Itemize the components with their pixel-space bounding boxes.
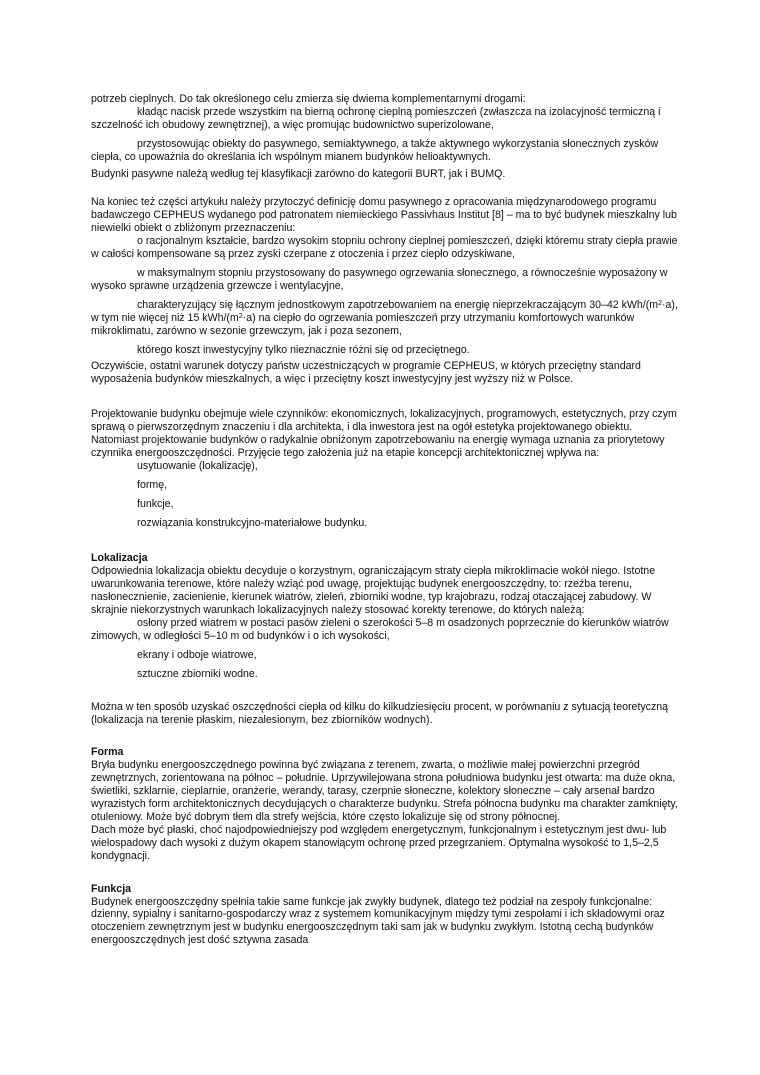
form-paragraph-1: Bryła budynku energooszczędnego powinna być związana z terenem, zwarta, o możliwie małej powierzchni przegród zewnętrznych, zorientowana na północ – południe. Uprzywilejowana strona południowa budynku jest otwarta: ma duże okna, świetliki, szklarnie, cieplarnie, oranżerie, werandy, tarasy, czerpnie słoneczne, kolektory słoneczne – cały arsenał bardzo wyrazistych form architektonicznych decydujących o charakterze budynku. Strefa północna budynku ma charakter zamknięty, otuleniowy. Może być dobrym tłem dla strefy wejścia, które często lokalizuje się od strony północnej. — [91, 759, 678, 823]
form-paragraph-2: Dach może być płaski, choć najodpowiedniejszy pod względem energetycznym, funkcjonalnym i estetycznym jest dwu- lub wielospadowy dach wysoki z dużym okapem stanowiącym ochronę przed przegrzaniem. Optymalna wysokość to 1,5–2,5 kondygnacji. — [91, 823, 667, 862]
intro-item-2: przystosowując obiekty do pasywnego, semiaktywnego, a także aktywnego wykorzystania słonecznych zysków ciepła, co upoważnia do określania ich wspólnym mianem budynków helioaktywnych. — [91, 137, 659, 163]
cepheus-intro: Na koniec też części artykułu należy przytoczyć definicję domu pasywnego z opracowania międzynarodowego programu badawczego CEPHEUS wydanego pod patronatem niemieckiego Passivhaus Institut [8] – ma to być budynek mieszkalny lub niewielki obiekt o zbliżonym przeznaczeniu: — [91, 196, 677, 235]
location-paragraph: Odpowiednia lokalizacja obiektu decyduje o korzystnym, ograniczającym straty ciepła mikroklimacie wokół niego. Istotne uwarunkowania terenowe, które należy wziąć pod uwagę, projektując budynek energooszczędny, to: rzeźba terenu, nasłonecznienie, zacienienie, kierunek wiatrów, zieleń, zbiorniki wodne, typ krajobrazu, rodzaj otaczającej zabudowy. W skrajnie niekorzystnych warunkach lokalizacyjnych należy stosować korekty terenowe, do których należą: — [91, 565, 656, 617]
location-item-2: ekrany i odboje wiatrowe, — [137, 648, 257, 661]
location-item-3: sztuczne zbiorniki wodne. — [137, 667, 258, 680]
classification-sentence: Budynki pasywne należą według tej klasyfikacji zarówno do kategorii BURT, jak i BUMQ. — [91, 167, 506, 180]
cepheus-item-3-part-b: ·a), w tym nie więcej niż 15 kWh/(m — [91, 298, 678, 324]
section-heading-function: Funkcja — [91, 882, 132, 895]
document-page — [91, 93, 681, 947]
location-item-1: osłony przed wiatrem w postaci pasów zieleni o szerokości 5–8 m osadzonych poprzecznie do kierunków wiatrów zimowych, w odległości 5–10 m od budynków i o ich wysokości, — [91, 617, 669, 642]
section-heading-location: Lokalizacja — [91, 552, 148, 565]
cepheus-item-3-part-c: ·a) na ciepło do ogrzewania pomieszczeń przy utrzymaniu komfortowych warunków mikroklimatu, zarówno w sezonie grzewczym, jak i poza sezonem, — [91, 311, 635, 337]
cepheus-item-3-part-a: charakteryzujący się łącznym jednostkowym zapotrzebowaniem na energię nieprzekraczającym 30–42 kWh/(m — [137, 298, 659, 311]
cepheus-item-1: o racjonalnym kształcie, bardzo wysokim stopniu ochrony cieplnej pomieszczeń, dzięki któremu straty ciepła prawie w całości kompensowane są przez zyski czerpane z otoczenia i przez ciepło odzyskiwane, — [91, 235, 678, 261]
design-paragraph: Projektowanie budynku obejmuje wiele czynników: ekonomicznych, lokalizacyjnych, programowych, estetycznych, przy czym sprawą o pierwszorzędnym znaczeniu i dla architekta, i dla inwestora jest na ogół estetyka projektowanego obiektu. Natomiast projektowanie budynków o radykalnie obniżonym zapotrzebowaniu na energię wymaga uznania za priorytetowy czynnika energooszczędności. Przyjęcie tego założenia już na etapie koncepcji architektonicznej wpływa na: — [91, 408, 677, 459]
design-item: usytuowanie (lokalizację), — [137, 459, 258, 472]
cepheus-item-2: w maksymalnym stopniu przystosowany do pasywnego ogrzewania słonecznego, a równocześnie wyposażony w wysoko sprawne urządzenia grzewcze i wentylacyjne, — [91, 266, 668, 292]
design-item: formę, — [137, 478, 168, 491]
cepheus-item-4: którego koszt inwestycyjny tylko nieznacznie różni się od przeciętnego. — [137, 343, 470, 356]
section-heading-form: Forma — [91, 746, 124, 759]
superscript: 2 — [658, 299, 662, 307]
location-savings: Można w ten sposób uzyskać oszczędności ciepła od kilku do kilkudziesięciu procent, w porównaniu z sytuacją teoretyczną (lokalizacja na terenie płaskim, niezalesionym, bez zbiorników wodnych). — [91, 700, 669, 726]
cepheus-closing: Oczywiście, ostatni warunek dotyczy państw uczestniczących w programie CEPHEUS, w których przeciętny standard wyposażenia budynków mieszkalnych, a więc i przeciętny koszt inwestycyjny jest wyższy niż w Polsce. — [91, 360, 641, 386]
function-paragraph: Budynek energooszczędny spełnia takie same funkcje jak zwykły budynek, dlatego też podział na zespoły funkcjonalne: dzienny, sypialny i sanitarno-gospodarczy wraz z systemem komunikacyjnym między tymi zespołami i ich składowymi oraz otoczeniem zewnętrznym jest w budynku energooszczędnym taki sam jak w budynku zwykłym. Istotną cechą budynków energooszczędnych jest dość sztywna zasada — [91, 895, 665, 947]
superscript: 2 — [238, 312, 243, 320]
design-item: funkcje, — [137, 497, 174, 510]
cepheus-item-3 — [91, 299, 681, 338]
intro-item-1: kładąc nacisk przede wszystkim na bierną ochronę cieplną pomieszczeń (zwłaszcza na izolacyjność termiczną i szczelność ich obudowy zewnętrznej), a więc promując budownictwo superizolowane, — [91, 105, 661, 131]
design-item: rozwiązania konstrukcyjno-materiałowe budynku. — [137, 516, 368, 529]
intro-line: potrzeb cieplnych. Do tak określonego celu zmierza się dwiema komplementarnymi drogami: — [91, 93, 526, 105]
